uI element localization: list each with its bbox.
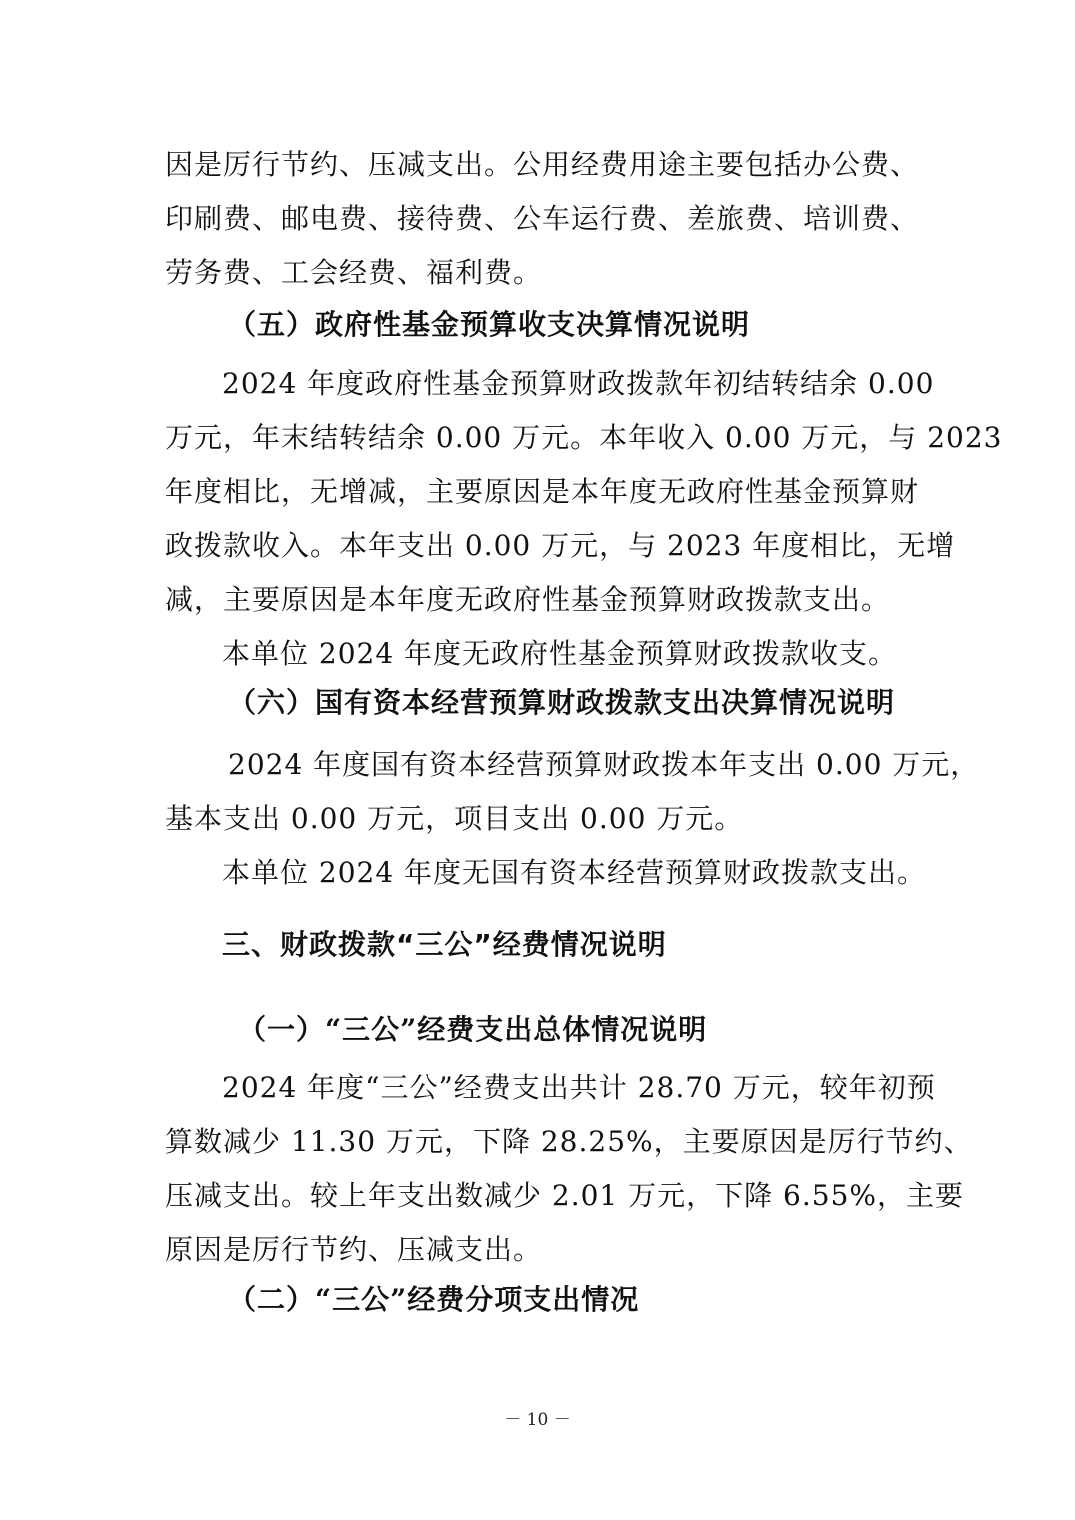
body-text-line: 2024 年度政府性基金预算财政拨款年初结转结余 0.00 [222,367,935,400]
body-text-line: 2024 年度“三公”经费支出共计 28.70 万元，较年初预 [222,1071,936,1104]
body-text-line: 减，主要原因是本年度无政府性基金预算财政拨款支出。 [165,583,891,616]
body-text-line: 压减支出。较上年支出数减少 2.01 万元，下降 6.55%，主要 [165,1179,964,1212]
section-heading-5: （五）政府性基金预算收支决算情况说明 [228,308,751,341]
body-text-line: 算数减少 11.30 万元，下降 28.25%，主要原因是厉行节约、 [165,1125,973,1158]
body-text-line: 劳务费、工会经费、福利费。 [165,256,543,289]
body-text-line: 万元，年末结转结余 0.00 万元。本年收入 0.00 万元，与 2023 [165,421,1003,454]
section-heading-3-2: （二）“三公”经费分项支出情况 [228,1283,640,1316]
section-heading-6: （六）国有资本经营预算财政拨款支出决算情况说明 [228,686,896,719]
section-heading-3-1: （一）“三公”经费支出总体情况说明 [238,1013,708,1046]
body-text-line: 政拨款收入。本年支出 0.00 万元，与 2023 年度相比，无增 [165,529,956,562]
body-text-line: 原因是厉行节约、压减支出。 [165,1233,543,1266]
body-text-line: 因是厉行节约、压减支出。公用经费用途主要包括办公费、 [165,148,920,181]
body-text-line: 基本支出 0.00 万元，项目支出 0.00 万元。 [165,802,744,835]
chapter-heading-3: 三、财政拨款“三公”经费情况说明 [222,928,667,961]
body-text-line: 2024 年度国有资本经营预算财政拨本年支出 0.00 万元， [228,748,980,781]
page-number: － 10 － [504,1410,571,1430]
body-text-line: 印刷费、邮电费、接待费、公车运行费、差旅费、培训费、 [165,202,920,235]
body-text-line: 本单位 2024 年度无国有资本经营预算财政拨款支出。 [222,856,927,889]
body-text-line: 年度相比，无增减，主要原因是本年度无政府性基金预算财 [165,475,920,508]
body-text-line: 本单位 2024 年度无政府性基金预算财政拨款收支。 [222,637,898,670]
